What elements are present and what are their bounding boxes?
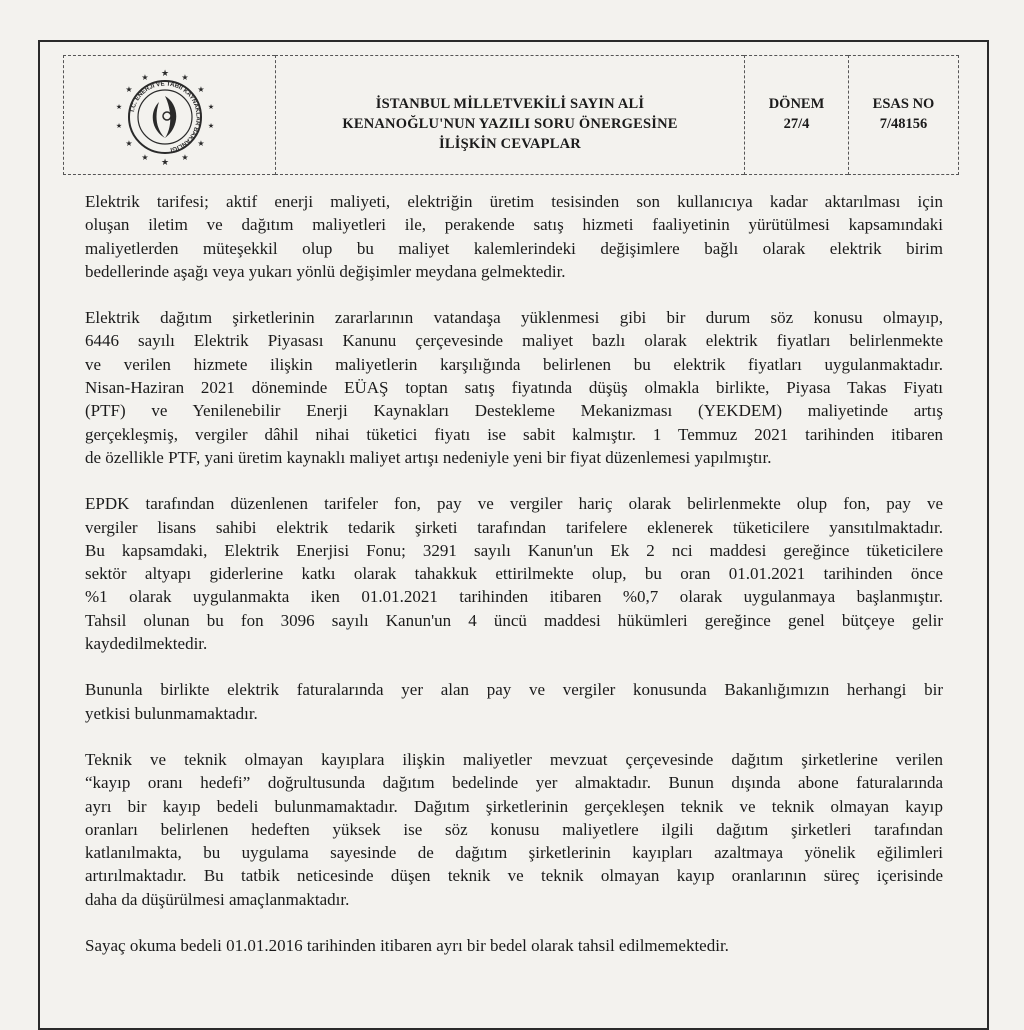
text-line: Elektrik dağıtım şirketlerinin zararlarının vatandaşa yüklenmesi gibi bir durum söz konusu olmayıp, (85, 308, 943, 328)
paragraph (85, 678, 943, 725)
donem-value: 27/4 (783, 116, 810, 132)
text-line: katlanılmakta, bu uygulama sayesinde de dağıtım şirketlerinin kayıpları azaltmaya yönelik eğilimleri (85, 843, 943, 863)
text-line: Elektrik tarifesi; aktif enerji maliyeti, elektriğin üretim tesisinden son kullanıcıya kadar aktarılması için (85, 192, 943, 211)
paragraph (85, 748, 943, 911)
text-line: de özellikle PTF, yani üretim kaynaklı maliyet artışı nedeniyle yeni bir fiyat düzenlemesi yapılmıştır. (85, 447, 772, 467)
text-line: maliyetlerden müteşekkil olup bu maliyet kalemlerindeki değişimlere bağlı olarak elektrik birim (85, 238, 943, 258)
svg-text:★: ★ (181, 73, 189, 82)
text-line: Nisan-Haziran 2021 döneminde EÜAŞ toptan satış fiyatında düşüş olmakla birlikte, Piyasa Takas Fiyatı (85, 378, 943, 398)
text-line: sektör altyapı giderlerine katkı olarak tahakkuk ettirilmekte olup, bu oran 01.01.2021 tarihinden önce (85, 564, 943, 584)
paragraph (85, 934, 943, 957)
text-line: %1 olarak uygulanmakta iken 01.01.2021 tarihinden itibaren %0,7 olarak uygulanmaya başlanmıştır. (85, 587, 943, 607)
svg-text:★: ★ (160, 157, 170, 167)
document-title (276, 94, 744, 154)
text-line: Bununla birlikte elektrik faturalarında yer alan pay ve vergiler konusunda Bakanlığımızın herhangi bir (85, 680, 943, 700)
text-line: ve verilen hizmete ilişkin maliyetlerin karşılığında belirlenen bu elektrik fiyatları uygulanmaktadır. (85, 354, 943, 374)
svg-text:★: ★ (141, 73, 149, 82)
text-line: Tahsil olunan bu fon 3096 sayılı Kanun'un 4 üncü maddesi hükümleri gereğince genel bütçeye gelir (85, 610, 943, 630)
svg-text:T.C. ENERJİ VE TABİİ KAYNAKLAR: T.C. ENERJİ VE TABİİ KAYNAKLAR BAKANLIĞI (128, 80, 202, 154)
paragraph (85, 190, 943, 283)
text-line: “kayıp oranı hedefi” doğrultusunda dağıtım bedelinde yer almaktadır. Bunun dışında abone faturalarında (85, 773, 943, 793)
title-line: KENANOĞLU'NUN YAZILI SORU ÖNERGESİNE (342, 116, 678, 132)
text-line: daha da düşürülmesi amaçlanmaktadır. (85, 889, 350, 909)
svg-text:★: ★ (197, 139, 205, 148)
text-line: oranları belirlenen hedeften yüksek ise söz konusu maliyetlere ilgili dağıtım şirketleri tarafından (85, 819, 943, 839)
document-body (85, 190, 943, 980)
svg-text:★: ★ (207, 103, 215, 111)
text-line: kaydedilmektedir. (85, 634, 208, 654)
text-line: vergiler lisans sahibi elektrik tedarik şirketi tarafından tarifelere eklenerek tüketicilere yansıtılmaktadır. (85, 517, 943, 537)
svg-text:★: ★ (141, 153, 149, 162)
emblem-cell (63, 55, 275, 175)
svg-text:★: ★ (207, 122, 215, 130)
paragraph (85, 492, 943, 655)
text-line: Bu kapsamdaki, Elektrik Enerjisi Fonu; 3291 sayılı Kanun'un Ek 2 nci maddesi gereğince tüketicilere (85, 540, 943, 560)
ministry-emblem-icon (109, 64, 221, 168)
svg-text:★: ★ (181, 153, 189, 162)
paragraph (85, 306, 943, 469)
donem-label: DÖNEM (768, 96, 825, 112)
svg-text:★: ★ (197, 85, 205, 94)
text-line: yetkisi bulunmamaktadır. (85, 703, 258, 723)
text-line: bedellerinde aşağı veya yukarı yönlü değişimler meydana gelmektedir. (85, 261, 566, 281)
text-line: EPDK tarafından düzenlenen tarifeler fon, pay ve vergiler hariç olarak belirlenmekte olup fon, pay ve (85, 494, 943, 514)
text-line: Teknik ve teknik olmayan kayıplara ilişkin maliyetler mevzuat çerçevesinde dağıtım şirketlerine verilen (85, 749, 943, 769)
text-line: ayrı bir kayıp bedeli bulunmamaktadır. Dağıtım şirketlerinin gerçekleşen teknik ve teknik olmayan kayıp (85, 796, 943, 816)
text-line: gerçekleşmiş, vergiler dâhil nihai tüketici fiyatı ise sabit kalmıştır. 1 Temmuz 2021 tarihinden itibaren (85, 424, 943, 444)
svg-text:★: ★ (115, 103, 123, 111)
text-line: 6446 sayılı Elektrik Piyasası Kanunu çerçevesinde maliyet bazlı olarak elektrik fiyatları belirlenmekte (85, 331, 943, 351)
text-line: Sayaç okuma bedeli 01.01.2016 tarihinden itibaren ayrı bir bedel olarak tahsil edilmemektedir. (85, 936, 729, 956)
esas-value: 7/48156 (879, 116, 928, 132)
esas-label: ESAS NO (872, 96, 935, 112)
svg-text:★: ★ (125, 85, 133, 94)
text-line: oluşan iletim ve dağıtım maliyetleri ile, perakende satış hizmeti faaliyetinin yürütülmesi kapsamındaki (85, 215, 943, 235)
document-header (63, 55, 959, 175)
esas-cell (848, 55, 959, 175)
title-line: İLİŞKİN CEVAPLAR (439, 136, 581, 152)
text-line: (PTF) ve Yenilenebilir Enerji Kaynakları Destekleme Mekanizması (YEKDEM) maliyetinde artış (85, 401, 943, 421)
svg-text:★: ★ (125, 139, 133, 148)
svg-text:★: ★ (160, 68, 170, 78)
title-cell (275, 55, 744, 175)
text-line: artırılmaktadır. Bu tatbik neticesinde düşen teknik ve teknik olmayan kayıp oranlarının süreç içerisinde (85, 866, 943, 886)
donem-cell (744, 55, 848, 175)
title-line: İSTANBUL MİLLETVEKİLİ SAYIN ALİ (375, 96, 645, 112)
svg-text:★: ★ (115, 122, 123, 130)
